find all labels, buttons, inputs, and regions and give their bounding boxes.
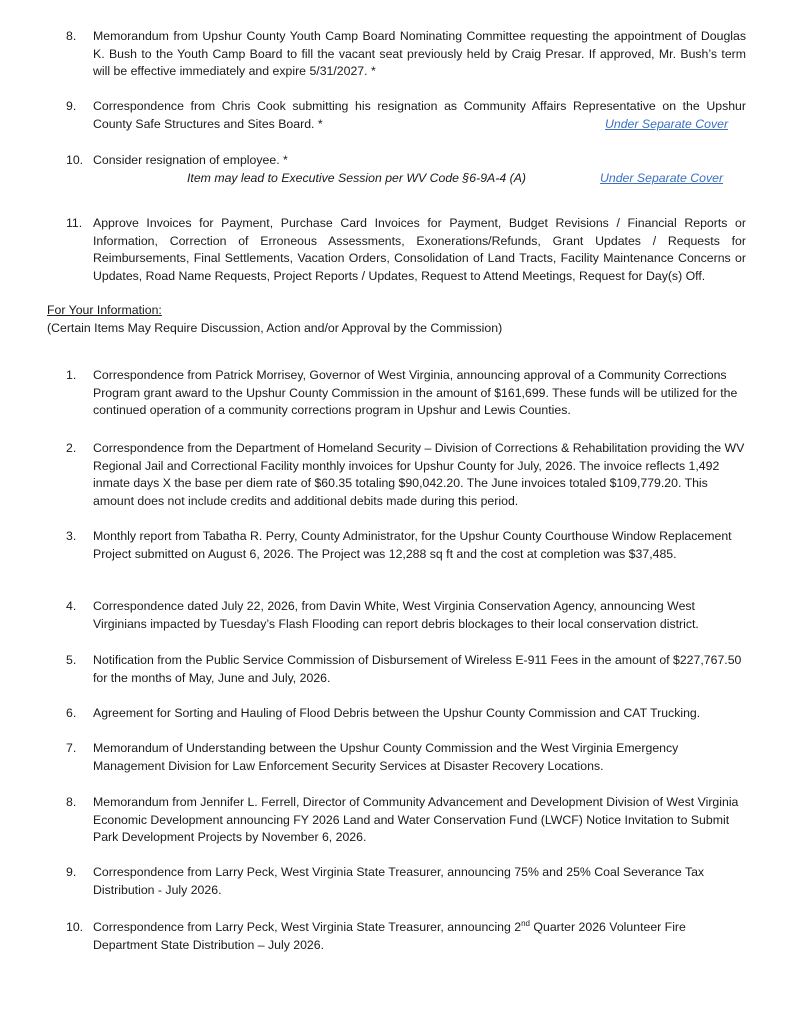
item-number: 6. xyxy=(66,706,77,720)
agenda-item-11 xyxy=(66,215,746,285)
item-number: 11. xyxy=(66,216,83,230)
item-number: 9. xyxy=(66,99,77,113)
item-number: 7. xyxy=(66,741,77,755)
fyi-subheading: (Certain Items May Require Discussion, Action and/or Approval by the Commission) xyxy=(47,321,503,335)
fyi-item-6 xyxy=(66,705,746,723)
item-text: Correspondence from Larry Peck, West Virginia State Treasurer, announcing 75% and 25% Coal Severance Tax Distribution - July 2026. xyxy=(93,865,705,897)
item-number: 10. xyxy=(66,153,84,167)
item-text: Correspondence from Chris Cook submitting his resignation as Community Affairs Representative on the Upshur County Safe Structures and Sites Board. * xyxy=(93,99,746,131)
ordinal-superscript: nd xyxy=(521,918,531,928)
fyi-item-4 xyxy=(66,598,746,633)
fyi-item-5 xyxy=(66,652,746,687)
fyi-item-2 xyxy=(66,440,746,510)
fyi-item-10 xyxy=(66,919,746,954)
item-number: 8. xyxy=(66,29,77,43)
item-text: Memorandum from Upshur County Youth Camp Board Nominating Committee requesting the appointment of Douglas K. Bush to the Youth Camp Board to fill the vacant seat previously held by Craig Presar. If approved, Mr. Bush’s term will be effective immediately and expire 5/31/2027. * xyxy=(93,29,746,78)
item-text-part: Quarter 2026 Volunteer Fire Department State Distribution – July 2026. xyxy=(93,920,686,952)
item-text: Correspondence from the Department of Homeland Security – Division of Corrections & Rehabilitation providing the WV Regional Jail and Correctional Facility monthly invoices for Upshur County for July, 2026. The invoice reflects 1,492 inmate days X the base per diem rate of $60.35 totaling $90,042.20. The June invoices totaled $109,779.20. This amount does not include credits and additional debits made during this period. xyxy=(93,441,745,508)
item-text: Consider resignation of employee. * xyxy=(93,153,288,167)
fyi-heading: For Your Information: xyxy=(47,303,162,317)
item-number: 3. xyxy=(66,529,77,543)
item-number: 2. xyxy=(66,441,77,455)
item-number: 1. xyxy=(66,368,77,382)
item-text: Notification from the Public Service Commission of Disbursement of Wireless E-911 Fees in the amount of $227,767.50 for the months of May, June and July, 2026. xyxy=(93,653,742,685)
fyi-item-3 xyxy=(66,528,746,563)
agenda-item-9 xyxy=(66,98,746,133)
item-number: 9. xyxy=(66,865,77,879)
under-separate-cover-link[interactable]: Under Separate Cover xyxy=(605,117,729,131)
agenda-item-10 xyxy=(66,152,746,185)
under-separate-cover-link[interactable]: Under Separate Cover xyxy=(600,171,724,185)
item-text: Correspondence from Patrick Morrisey, Governor of West Virginia, announcing approval of a Community Corrections Program grant award to the Upshur County Commission in the amount of $161,699. These funds will be utilized for the continued operation of a community corrections program in Upshur and Lewis Counties. xyxy=(93,368,738,417)
item-number: 8. xyxy=(66,795,77,809)
item-text: Memorandum from Jennifer L. Ferrell, Director of Community Advancement and Development Division of West Virginia Economic Development announcing FY 2026 Land and Water Conservation Fund (LWCF) Notice Invitation to Submit Park Development Projects by November 6, 2026. xyxy=(93,795,739,844)
item-number: 5. xyxy=(66,653,77,667)
fyi-item-9 xyxy=(66,864,746,899)
fyi-item-7 xyxy=(66,740,746,775)
fyi-item-1 xyxy=(66,367,746,420)
item-text: Correspondence dated July 22, 2026, from Davin White, West Virginia Conservation Agency, announcing West Virginians impacted by Tuesday’s Flash Flooding can report debris blockages to their local conservation district. xyxy=(93,599,699,631)
item-text: Monthly report from Tabatha R. Perry, County Administrator, for the Upshur County Courthouse Window Replacement Project submitted on August 6, 2026. The Project was 12,288 sq ft and the cost at completion was $37,485. xyxy=(93,529,732,561)
item-text: Memorandum of Understanding between the Upshur County Commission and the West Virginia Emergency Management Division for Law Enforcement Security Services at Disaster Recovery Locations. xyxy=(93,741,679,773)
agenda-item-8 xyxy=(66,28,746,81)
item-text: Approve Invoices for Payment, Purchase Card Invoices for Payment, Budget Revisions / Financial Reports or Information, Correction of Erroneous Assessments, Exonerations/Refunds, Grant Updates / Requests for Reimbursements, Final Settlements, Vacation Orders, Consolidation of Land Tracts, Facility Maintenance Concerns or Updates, Road Name Requests, Project Reports / Updates, Request to Attend Meetings, Request for Day(s) Off. xyxy=(93,216,746,283)
fyi-item-8 xyxy=(66,794,746,847)
item-number: 10. xyxy=(66,920,84,934)
item-text xyxy=(93,919,746,954)
item-number: 4. xyxy=(66,599,77,613)
executive-session-note: Item may lead to Executive Session per WV Code §6-9A-4 (A) xyxy=(187,171,526,185)
item-text-part: Correspondence from Larry Peck, West Virginia State Treasurer, announcing 2 xyxy=(93,920,522,934)
item-text: Agreement for Sorting and Hauling of Flood Debris between the Upshur County Commission and CAT Trucking. xyxy=(93,706,701,720)
